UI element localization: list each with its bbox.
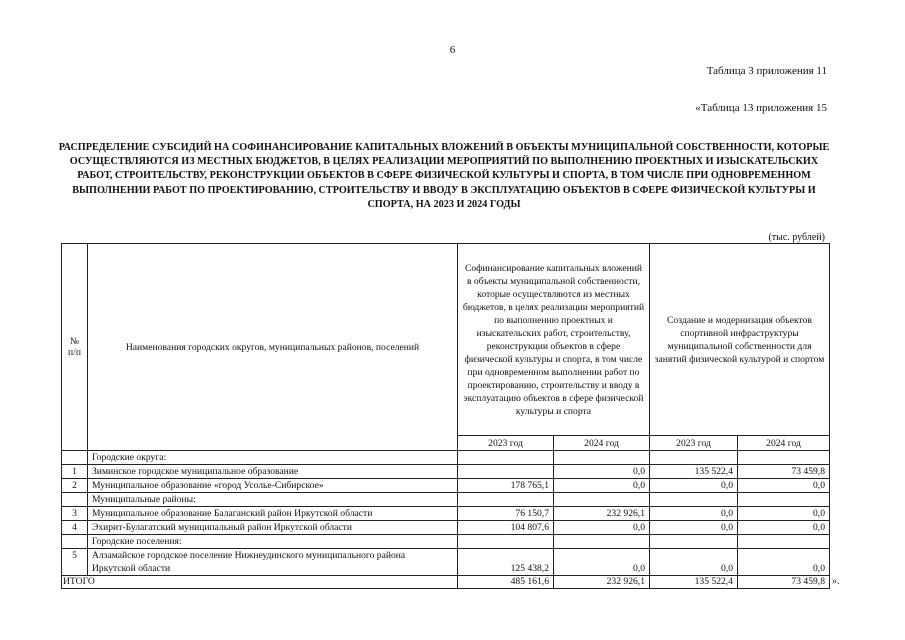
cell-value: 0,0 bbox=[554, 549, 650, 576]
row-name-line: Алзамайское городское поселение Нижнеудинского муниципального района bbox=[92, 550, 406, 561]
row-name: Муниципальное образование Балаганский район Иркутской области bbox=[88, 507, 458, 521]
document-title: РАСПРЕДЕЛЕНИЕ СУБСИДИЙ НА СОФИНАНСИРОВАНИЕ КАПИТАЛЬНЫХ ВЛОЖЕНИЙ В ОБЪЕКТЫ МУНИЦИПАЛЬНОЙ СОБСТВЕННОСТИ, КОТОРЫЕ ОСУЩЕСТВЛЯЮТСЯ ИЗ МЕСТНЫХ БЮДЖЕТОВ, В ЦЕЛЯХ РЕАЛИЗАЦИИ МЕРОПРИЯТИЙ ПО ВЫПОЛНЕНИЮ ПРОЕКТНЫХ И ИЗЫСКАТЕЛЬСКИХ РАБОТ, СТРОИТЕЛЬСТВУ, РЕКОНСТРУКЦИИ ОБЪЕКТОВ В СФЕРЕ ФИЗИЧЕСКОЙ КУЛЬТУРЫ И СПОРТА, В ТОМ ЧИСЛЕ ПРИ ОДНОВРЕМЕННОМ ВЫПОЛНЕНИИ РАБОТ ПО ПРОЕКТИРОВАНИЮ, СТРОИТЕЛЬСТВУ И ВВОДУ В ЭКСПЛУАТАЦИЮ ОБЪЕКТОВ В СФЕРЕ ФИЗИЧЕСКОЙ КУЛЬТУРЫ И СПОРТА, НА 2023 И 2024 ГОДЫ bbox=[58, 142, 830, 210]
cell-value: 0,0 bbox=[554, 479, 650, 493]
cell-value: 76 150,7 bbox=[458, 507, 554, 521]
table-row bbox=[62, 521, 830, 535]
cell-value: 0,0 bbox=[554, 465, 650, 479]
total-label: ИТОГО bbox=[62, 576, 458, 589]
header-name: Наименования городских округов, муниципальных районов, поселений bbox=[88, 244, 458, 451]
page-number: 6 bbox=[449, 44, 456, 56]
table-row bbox=[62, 479, 830, 493]
row-number: 3 bbox=[62, 507, 88, 521]
cell-value: 135 522,4 bbox=[650, 465, 738, 479]
table-row bbox=[62, 465, 830, 479]
cell-value: 0,0 bbox=[554, 521, 650, 535]
row-number: 1 bbox=[62, 465, 88, 479]
total-value: 135 522,4 bbox=[650, 576, 738, 589]
row-number: 2 bbox=[62, 479, 88, 493]
row-name-line: Иркутской области bbox=[92, 563, 171, 574]
subsidy-table bbox=[61, 243, 830, 589]
row-name: Зиминское городское муниципальное образование bbox=[88, 465, 458, 479]
row-name: Эхирит-Булагатский муниципальный район Иркутской области bbox=[88, 521, 458, 535]
cell-value: 0,0 bbox=[738, 507, 830, 521]
header-year: 2024 год bbox=[738, 436, 830, 451]
cell-value: 73 459,8 bbox=[738, 465, 830, 479]
cell-value: 104 807,6 bbox=[458, 521, 554, 535]
row-number: 4 bbox=[62, 521, 88, 535]
group-row bbox=[62, 451, 830, 465]
cell-value: 0,0 bbox=[738, 549, 830, 576]
group-row bbox=[62, 535, 830, 549]
cell-value: 0,0 bbox=[650, 521, 738, 535]
header-row bbox=[62, 244, 830, 436]
total-value: 485 161,6 bbox=[458, 576, 554, 589]
closing-quote: ». bbox=[832, 576, 840, 587]
header-num: № п/п bbox=[62, 244, 88, 451]
cell-value: 0,0 bbox=[650, 549, 738, 576]
header-year: 2023 год bbox=[458, 436, 554, 451]
total-row bbox=[62, 576, 830, 589]
units-label: (тыс. рублей) bbox=[768, 232, 825, 243]
cell-value: 178 765,1 bbox=[458, 479, 554, 493]
cell-value: 0,0 bbox=[738, 521, 830, 535]
group-label: Муниципальные районы: bbox=[88, 493, 458, 507]
cell-value: 0,0 bbox=[650, 507, 738, 521]
group-row bbox=[62, 493, 830, 507]
row-name bbox=[88, 549, 458, 576]
total-value: 73 459,8 bbox=[738, 576, 830, 589]
group-label: Городские округа: bbox=[88, 451, 458, 465]
table-reference: Таблица 3 приложения 11 bbox=[706, 65, 827, 77]
row-name: Муниципальное образование «город Усолье-Сибирское» bbox=[88, 479, 458, 493]
cell-value: 0,0 bbox=[650, 479, 738, 493]
header-group-sport-infrastructure: Создание и модернизация объектов спортивной инфраструктуры муниципальной собственности для занятий физической культурой и спортом bbox=[650, 244, 830, 436]
table-row bbox=[62, 549, 830, 576]
table-reference-quoted: «Таблица 13 приложения 15 bbox=[695, 102, 827, 114]
cell-value: 125 438,2 bbox=[458, 549, 554, 576]
header-year: 2024 год bbox=[554, 436, 650, 451]
row-number: 5 bbox=[62, 549, 88, 576]
group-label: Городские поселения: bbox=[88, 535, 458, 549]
header-group-cofinancing: Софинансирование капитальных вложений в объекты муниципальной собственности, которые осуществляются из местных бюджетов, в целях реализации мероприятий по выполнению проектных и изыскательских работ, строительству, реконструкции объектов в сфере физической культуры и спорта, в том числе при одновременном выполнении работ по проектированию, строительству и вводу в эксплуатацию объектов в сфере физической культуры и спорта bbox=[458, 244, 650, 436]
table-row bbox=[62, 507, 830, 521]
cell-value: 232 926,1 bbox=[554, 507, 650, 521]
cell-value: 0,0 bbox=[738, 479, 830, 493]
header-year: 2023 год bbox=[650, 436, 738, 451]
cell-value bbox=[458, 465, 554, 479]
total-value: 232 926,1 bbox=[554, 576, 650, 589]
